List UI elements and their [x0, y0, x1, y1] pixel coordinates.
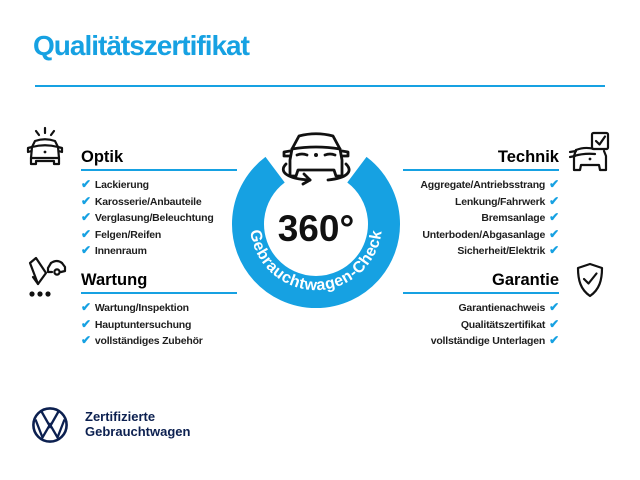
- check-icon: ✔: [81, 300, 91, 314]
- section-optik: [81, 147, 237, 260]
- section-underline: [403, 292, 559, 294]
- check-icon: ✔: [549, 193, 559, 208]
- garantie-item-list: [403, 300, 559, 350]
- section-title-wartung: Wartung: [81, 271, 148, 289]
- check-icon: ✔: [549, 316, 559, 331]
- list-item: ✔ Lackierung: [81, 177, 149, 191]
- check-icon: ✔: [549, 243, 559, 257]
- list-item: Sicherheit/Elektrik ✔: [457, 243, 559, 257]
- brand-line-2: Gebrauchtwagen: [85, 424, 191, 439]
- optik-item-list: [81, 177, 237, 260]
- list-item: Aggregate/Antriebsstrang ✔: [420, 177, 559, 191]
- list-item: Unterboden/Abgasanlage ✔: [422, 226, 559, 241]
- list-item: Lenkung/Fahrwerk ✔: [454, 193, 559, 208]
- ring-label: Gebrauchtwagen-Check: [246, 228, 386, 295]
- section-title-garantie: Garantie: [492, 271, 559, 289]
- section-technik: [403, 147, 559, 260]
- page-title: Qualitätszertifikat: [33, 30, 249, 61]
- list-item: ✔ Karosserie/Anbauteile: [81, 193, 202, 208]
- wartung-item-list: [81, 300, 237, 350]
- shiny-car-icon: [26, 124, 64, 172]
- section-garantie: [403, 270, 559, 350]
- section-underline: [81, 292, 237, 294]
- title-divider: [35, 85, 605, 87]
- check-icon: ✔: [81, 226, 91, 241]
- section-underline: [403, 169, 559, 171]
- technik-item-list: [403, 177, 559, 260]
- check-icon: ✔: [81, 243, 91, 257]
- list-item: ✔ Felgen/Reifen: [81, 226, 162, 241]
- brand-text: [85, 409, 190, 439]
- list-item: ✔ vollständiges Zubehör: [81, 333, 203, 347]
- list-item: ✔ Verglasung/Beleuchtung: [81, 210, 214, 224]
- badge-360-check: [226, 124, 406, 312]
- section-underline: [81, 169, 237, 171]
- list-item: Qualitätszertifikat ✔: [460, 316, 559, 331]
- section-title-optik: Optik: [81, 148, 124, 166]
- check-icon: ✔: [81, 193, 91, 208]
- list-item: Garantienachweis ✔: [458, 300, 559, 314]
- list-item: ✔ Wartung/Inspektion: [81, 300, 189, 314]
- list-item: vollständige Unterlagen ✔: [430, 333, 559, 347]
- car-360-icon: [283, 134, 349, 184]
- car-checkbox-icon: [568, 130, 612, 174]
- degree-label: 360°: [277, 208, 355, 249]
- section-title-technik: Technik: [497, 148, 559, 166]
- check-icon: ✔: [549, 300, 559, 314]
- check-icon: ✔: [549, 210, 559, 224]
- list-item: Bremsanlage ✔: [481, 210, 559, 224]
- check-icon: ✔: [81, 316, 91, 331]
- shield-check-icon: [574, 262, 606, 300]
- check-icon: ✔: [549, 333, 559, 347]
- section-wartung: [81, 270, 237, 350]
- check-icon: ✔: [549, 226, 559, 241]
- list-item: ✔ Innenraum: [81, 243, 147, 257]
- check-icon: ✔: [549, 177, 559, 191]
- check-icon: ✔: [81, 177, 91, 191]
- check-icon: ✔: [81, 210, 91, 224]
- check-icon: ✔: [81, 333, 91, 347]
- list-item: ✔ Hauptuntersuchung: [81, 316, 192, 331]
- vw-logo: [31, 406, 69, 444]
- brand-line-1: Zertifizierte: [85, 409, 156, 424]
- checklist-pencil-car-icon: [24, 254, 68, 306]
